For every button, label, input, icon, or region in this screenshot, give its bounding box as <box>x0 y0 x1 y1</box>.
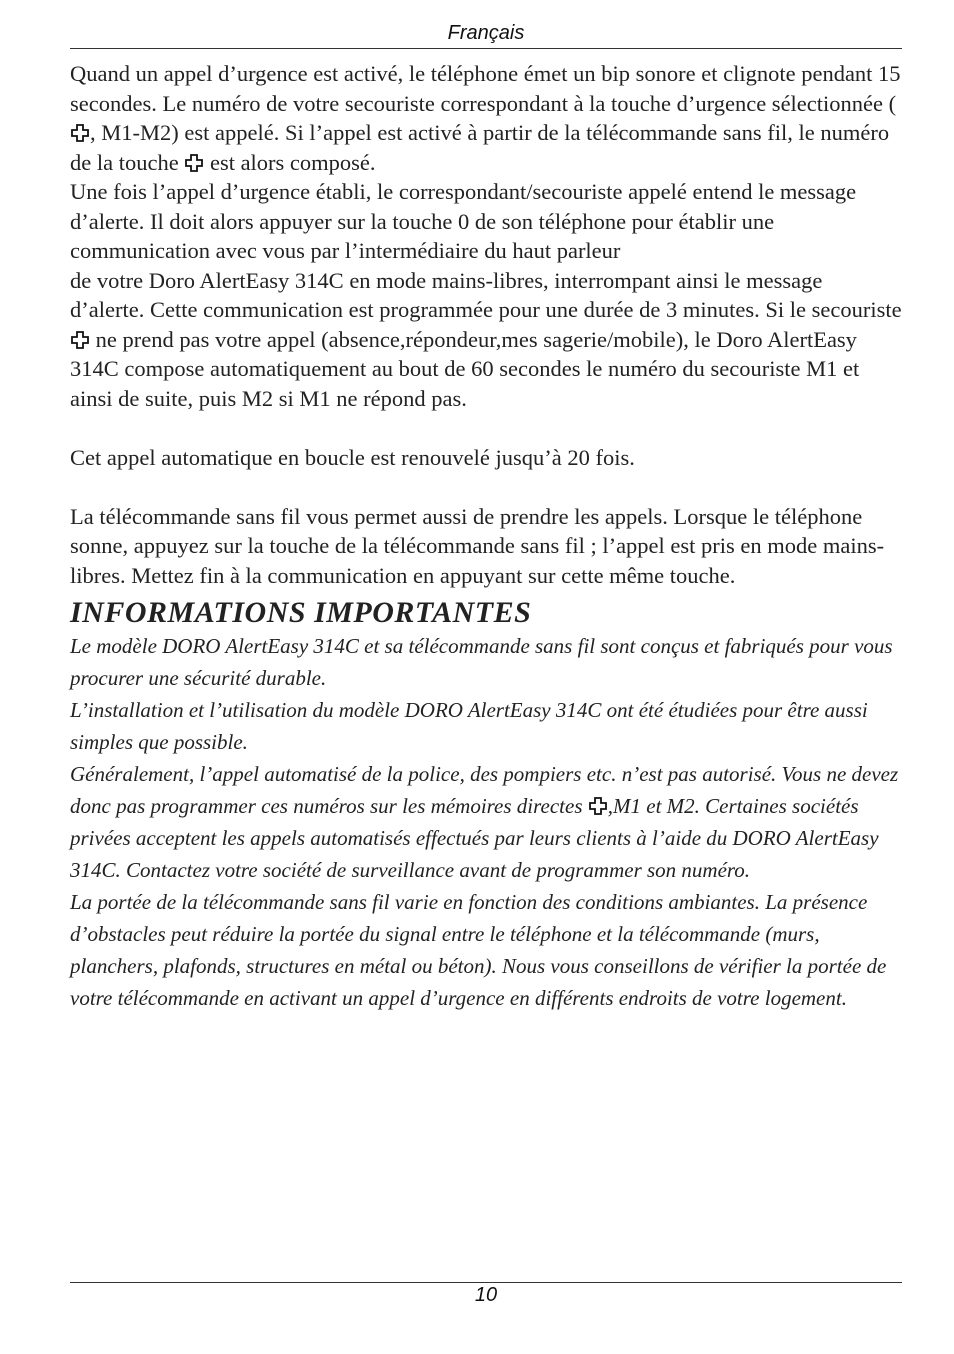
important-paragraph: L’installation et l’utilisation du modèle DORO AlertEasy 314C ont été étudiées pour être aussi simples que possible. <box>70 698 868 754</box>
paragraph-text: , M1-M2) est appelé. Si l’appel est activé à partir de la télécommande sans fil, le numéro de la touche <box>70 120 890 175</box>
page-content <box>70 59 902 1014</box>
paragraph-text: Généralement, l’appel automatisé de la police, des pompiers etc. n’est pas autorisé. Vous ne devez donc pas programmer ces numéros sur les mémoires directes <box>70 762 899 818</box>
page-number: 10 <box>474 1284 498 1306</box>
header-rule <box>70 48 902 49</box>
spacer <box>70 413 902 443</box>
paragraph-text: de votre Doro AlertEasy 314C en mode mains-libres, interrompant ainsi le message d’alerte. Cette communication est programmée pour une durée de 3 minutes. Si le secouriste <box>70 267 902 322</box>
cross-icon <box>185 154 203 172</box>
important-paragraph: Le modèle DORO AlertEasy 314C et sa télécommande sans fil sont conçus et fabriqués pour vous procurer une sécurité durable. <box>70 634 893 690</box>
important-paragraph: La portée de la télécommande sans fil varie en fonction des conditions ambiantes. La présence d’obstacles peut réduire la portée du signal entre le téléphone et la télécommande (murs, planchers, plafonds, structures en métal ou béton). Nous vous conseillons de vérifier la portée de votre télécommande en activant un appel d’urgence en différents endroits de votre logement. <box>70 890 887 1010</box>
paragraph-call-established <box>70 177 902 413</box>
paragraph-emergency-call <box>70 59 902 177</box>
spacer <box>70 472 902 502</box>
section-heading-important: INFORMATIONS IMPORTANTES <box>70 596 532 629</box>
paragraph-loop: Cet appel automatique en boucle est renouvelé jusqu’à 20 fois. <box>70 444 635 470</box>
paragraph-text: ,M1 et M2. Certaines sociétés privées acceptent les appels automatisés effectués par leurs clients à l’aide du DORO AlertEasy 314C. Contactez votre société de surveillance avant de programmer son numéro. <box>70 794 879 882</box>
paragraph-text: Une fois l’appel d’urgence établi, le correspondant/secouriste appelé entend le message d’alerte. Il doit alors appuyer sur la touche 0 de son téléphone pour établir une communication avec vous par l’intermédiaire du haut parleur <box>70 179 857 263</box>
page-header-language: Français <box>447 22 525 44</box>
cross-icon <box>71 124 89 142</box>
important-paragraph <box>70 758 902 886</box>
paragraph-text: Quand un appel d’urgence est activé, le téléphone émet un bip sonore et clignote pendant 15 secondes. Le numéro de votre secouriste correspondant à la touche d’urgence sélectionnée ( <box>70 61 901 116</box>
cross-icon <box>71 331 89 349</box>
paragraph-text: ne prend pas votre appel (absence,répondeur,mes sagerie/mobile), le Doro AlertEasy 314C compose automatiquement au bout de 60 secondes le numéro du secouriste M1 et ainsi de suite, puis M2 si M1 ne répond pas. <box>70 326 860 411</box>
cross-icon <box>589 797 607 815</box>
paragraph-remote: La télécommande sans fil vous permet aussi de prendre les appels. Lorsque le téléphone sonne, appuyez sur la touche de la télécommande sans fil ; l’appel est pris en mode mains-libres. Mettez fin à la communication en appuyant sur cette même touche. <box>70 503 885 588</box>
paragraph-text: est alors composé. <box>204 149 376 175</box>
